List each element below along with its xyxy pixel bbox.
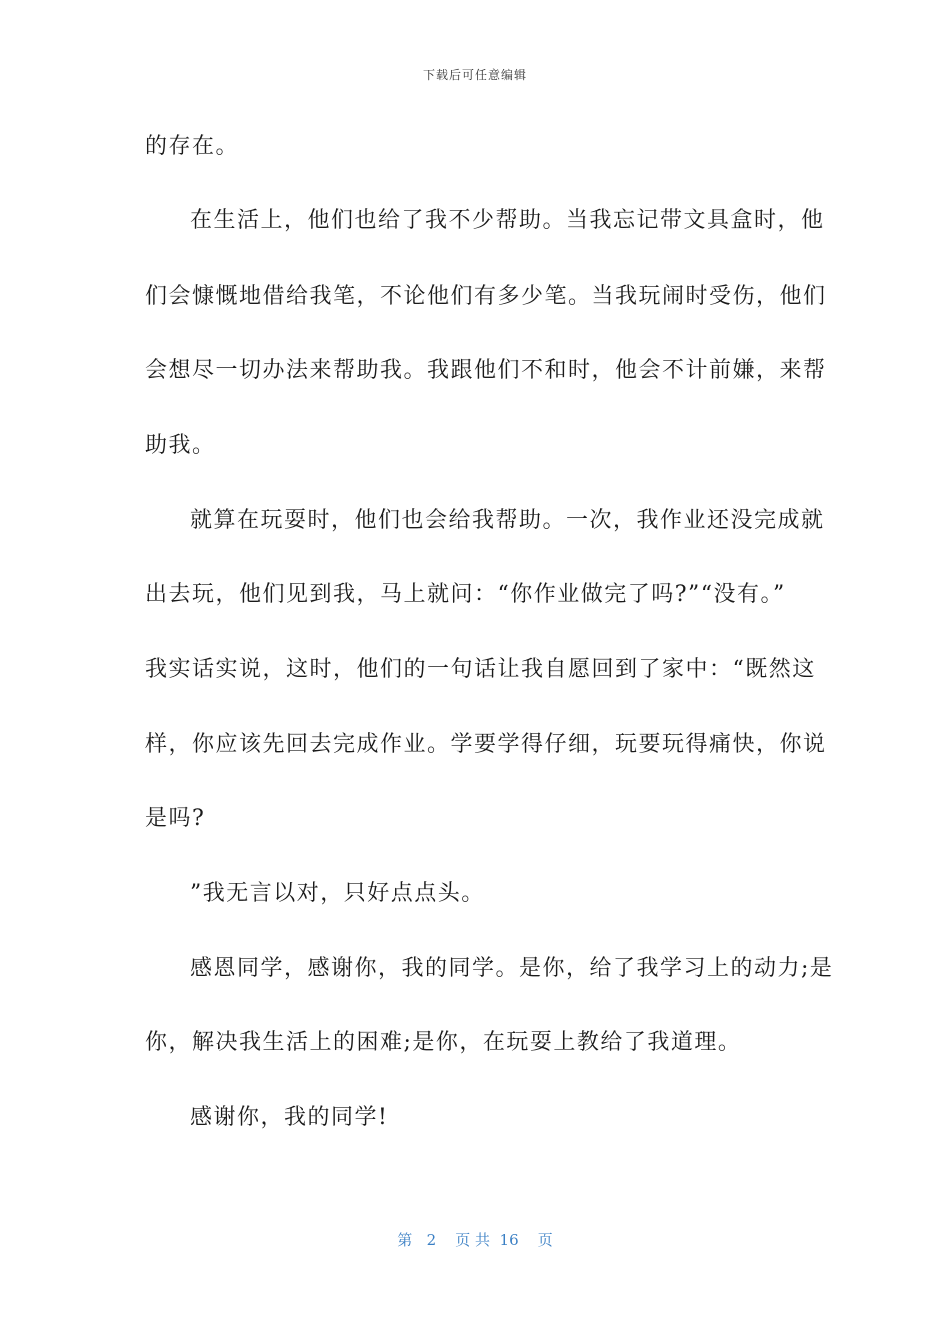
paragraph-line: 在生活上，他们也给了我不少帮助。当我忘记带文具盒时，他 [190, 208, 825, 233]
current-page-number: 2 [426, 1231, 437, 1249]
paragraph-line: 你，解决我生活上的困难;是你，在玩耍上教给了我道理。 [145, 1030, 742, 1055]
paragraph-line: 出去玩，他们见到我，马上就问：“你作业做完了吗?”“没有。” [145, 582, 786, 607]
footer-middle: 页 共 [455, 1231, 490, 1249]
paragraph-line: 感谢你，我的同学! [190, 1105, 389, 1130]
page-header: 下载后可任意编辑 [422, 68, 527, 82]
paragraph-line: ”我无言以对，只好点点头。 [190, 881, 485, 906]
page-footer [0, 1229, 950, 1250]
paragraph-line: 助我。 [145, 433, 216, 458]
footer-prefix: 第 [397, 1231, 413, 1249]
paragraph-line: 就算在玩耍时，他们也会给我帮助。一次，我作业还没完成就 [190, 508, 825, 533]
total-page-count: 16 [499, 1231, 519, 1249]
footer-suffix: 页 [537, 1231, 553, 1249]
paragraph-line: 们会慷慨地借给我笔，不论他们有多少笔。当我玩闹时受伤，他们 [145, 284, 827, 309]
paragraph-line: 的存在。 [145, 134, 240, 159]
paragraph-line: 我实话实说，这时，他们的一句话让我自愿回到了家中：“既然这 [145, 657, 816, 682]
paragraph-line: 会想尽一切办法来帮助我。我跟他们不和时，他会不计前嫌，来帮 [145, 358, 827, 383]
paragraph-line: 是吗? [145, 806, 206, 831]
paragraph-line: 样，你应该先回去完成作业。学要学得仔细，玩要玩得痛快，你说 [145, 732, 827, 757]
paragraph-line: 感恩同学，感谢你，我的同学。是你，给了我学习上的动力;是 [190, 956, 834, 981]
